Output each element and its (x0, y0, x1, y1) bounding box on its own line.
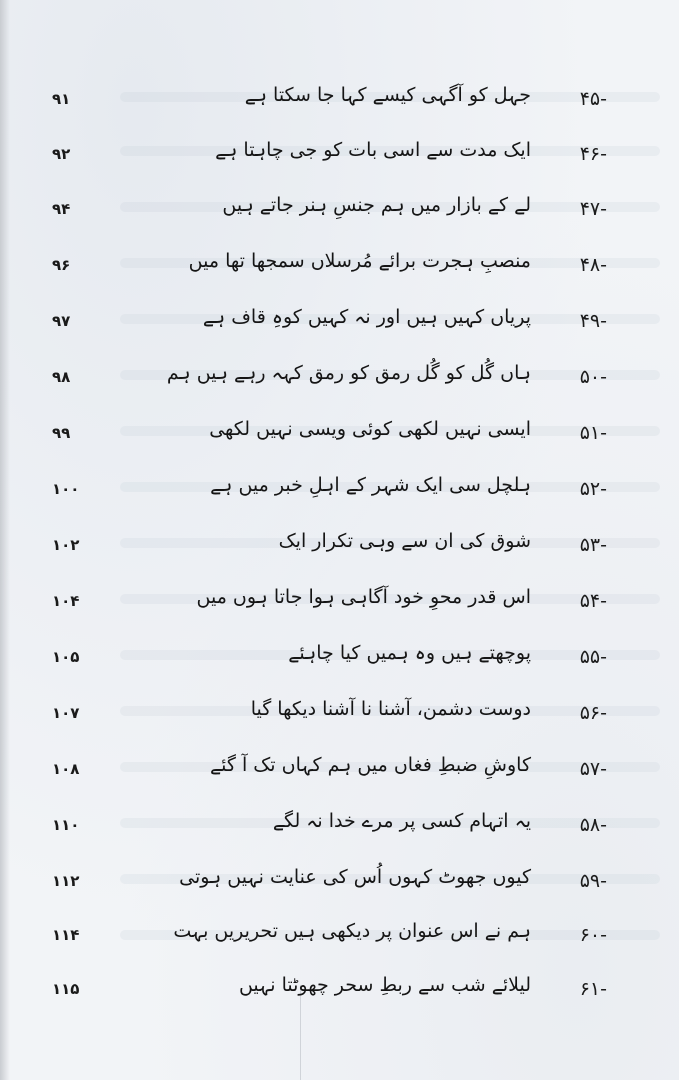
entry-page-number: ۱۱۰ (52, 816, 80, 834)
entry-number: -۵۶ (579, 702, 607, 724)
entry-page-number: ۹۷ (52, 312, 71, 330)
toc-entry (0, 972, 679, 1012)
entry-title: ایسی نہیں لکھی کوئی ویسی نہیں لکھی (209, 418, 531, 440)
entry-number: -۶۰ (579, 924, 607, 946)
toc-entry (0, 696, 679, 736)
toc-entry (0, 584, 679, 624)
entry-number: -۴۵ (579, 88, 607, 110)
toc-entry (0, 304, 679, 344)
entry-title: منصبِ ہجرت برائے مُرسلاں سمجھا تھا میں (188, 250, 531, 272)
entry-number: -۴۹ (579, 310, 607, 332)
entry-number: -۶۱ (579, 978, 607, 1000)
entry-page-number: ۹۱ (52, 90, 71, 108)
entry-number: -۴۶ (579, 143, 607, 165)
entry-number: -۵۵ (579, 646, 607, 668)
entry-number: -۴۸ (579, 254, 607, 276)
entry-title: کاوشِ ضبطِ فغاں میں ہم کہاں تک آ گئے (210, 754, 531, 776)
entry-page-number: ۹۲ (52, 145, 71, 163)
entry-title: اس قدر محوِ خود آگاہی ہوا جاتا ہوں میں (196, 586, 531, 608)
toc-entry (0, 808, 679, 848)
entry-title: شوق کی ان سے وہی تکرار ایک (278, 530, 531, 552)
toc-entry (0, 248, 679, 288)
entry-title: ہاں گُل کو گُل رمق کو رمق کہہ رہے ہیں ہم (166, 362, 531, 384)
entry-page-number: ۱۰۴ (52, 592, 80, 610)
entry-number: -۵۷ (579, 758, 607, 780)
entry-number: -۵۱ (579, 422, 607, 444)
entry-page-number: ۱۱۴ (52, 926, 80, 944)
entry-page-number: ۱۱۲ (52, 872, 80, 890)
entry-title: پوچھتے ہیں وہ ہمیں کیا چاہئے (288, 642, 531, 664)
entry-title: جہل کو آگہی کیسے کہا جا سکتا ہے (244, 84, 531, 106)
entry-page-number: ۹۸ (52, 368, 71, 386)
entry-page-number: ۱۰۸ (52, 760, 80, 778)
entry-title: دوست دشمن، آشنا نا آشنا دیکھا گیا (250, 698, 531, 720)
entry-number: -۵۰ (579, 366, 607, 388)
entry-page-number: ۹۶ (52, 256, 71, 274)
toc-entry (0, 82, 679, 122)
toc-entry (0, 360, 679, 400)
entry-page-number: ۹۹ (52, 424, 71, 442)
entry-number: -۴۷ (579, 198, 607, 220)
toc-entry (0, 192, 679, 232)
entry-number: -۵۸ (579, 814, 607, 836)
entry-title: ایک مدت سے اسی بات کو جی چاہتا ہے (215, 139, 531, 161)
toc-entry (0, 864, 679, 904)
entry-page-number: ۱۰۲ (52, 536, 80, 554)
entry-title: پریاں کہیں ہیں اور نہ کہیں کوہِ قاف ہے (202, 306, 531, 328)
entry-page-number: ۱۰۰ (52, 480, 80, 498)
entry-title: لے کے بازار میں ہم جنسِ ہنر جاتے ہیں (222, 194, 531, 216)
entry-title: یہ اتہام کسی پر مرے خدا نہ لگے (272, 810, 531, 832)
toc-entry (0, 137, 679, 177)
toc-entry (0, 528, 679, 568)
entry-title: ہلچل سی ایک شہر کے اہلِ خبر میں ہے (210, 474, 531, 496)
toc-entry (0, 752, 679, 792)
entry-number: -۵۴ (579, 590, 607, 612)
entry-number: -۵۳ (579, 534, 607, 556)
entry-page-number: ۹۴ (52, 200, 71, 218)
entry-page-number: ۱۰۷ (52, 704, 80, 722)
toc-entry (0, 640, 679, 680)
entry-title: ہم نے اس عنوان پر دیکھی ہیں تحریریں بہت (173, 920, 531, 942)
entry-title: لیلائے شب سے ربطِ سحر چھوٹتا نہیں (238, 974, 531, 996)
toc-entry (0, 472, 679, 512)
toc-entry (0, 416, 679, 456)
entry-number: -۵۲ (579, 478, 607, 500)
entry-page-number: ۱۱۵ (52, 980, 80, 998)
entry-number: -۵۹ (579, 870, 607, 892)
entry-title: کیوں جھوٹ کہوں اُس کی عنایت نہیں ہوتی (179, 866, 531, 888)
entry-page-number: ۱۰۵ (52, 648, 80, 666)
toc-entry (0, 918, 679, 958)
